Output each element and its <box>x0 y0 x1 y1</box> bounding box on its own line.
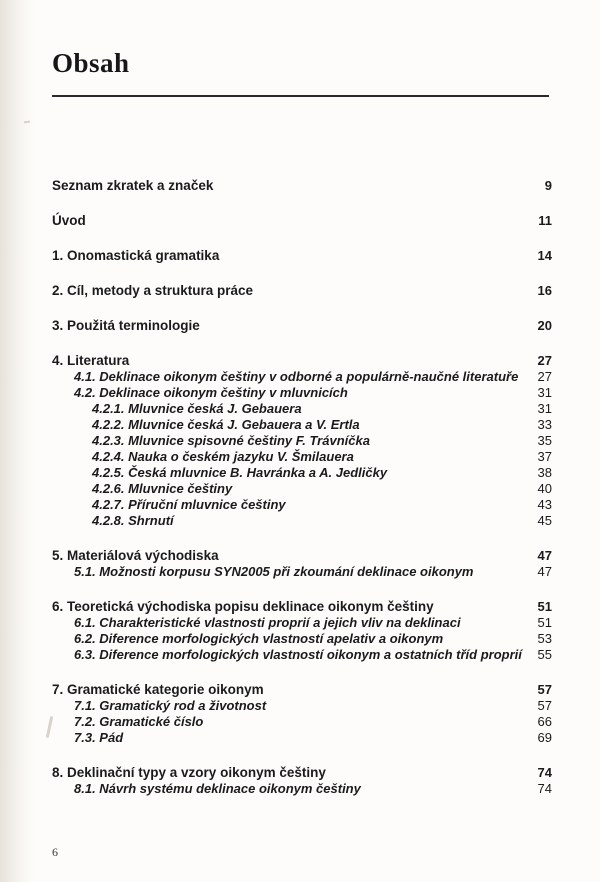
toc-entry[interactable] <box>52 449 552 464</box>
toc-entry-page-number: 47 <box>537 548 552 563</box>
toc-entry-label: 1. Onomastická gramatika <box>52 248 220 263</box>
toc-entry-label: Úvod <box>52 213 86 228</box>
toc-entry[interactable] <box>52 417 552 432</box>
title-divider <box>52 95 549 97</box>
toc-entry-label: 3. Použitá terminologie <box>52 318 200 333</box>
toc-entry[interactable] <box>52 369 552 384</box>
toc-entry[interactable] <box>52 283 552 298</box>
toc-entry[interactable] <box>52 465 552 480</box>
toc-entry[interactable] <box>52 248 552 263</box>
toc-entry[interactable] <box>52 599 552 614</box>
toc-entry[interactable] <box>52 353 552 368</box>
toc-entry[interactable] <box>52 781 552 796</box>
toc-entry-page-number: 51 <box>537 615 552 630</box>
scan-artifact-mark <box>24 121 30 124</box>
toc-entry[interactable] <box>52 730 552 745</box>
toc-entry-page-number: 51 <box>537 599 552 614</box>
toc-entry-page-number: 66 <box>537 714 552 729</box>
toc-entry[interactable] <box>52 615 552 630</box>
toc-entry[interactable] <box>52 564 552 579</box>
toc-entry-label: 4.2.6. Mluvnice češtiny <box>92 481 233 496</box>
toc-entry-label: 6.1. Charakteristické vlastnosti proprií a jejich vliv na deklinaci <box>74 615 461 630</box>
toc-entry-label: 6. Teoretická východiska popisu deklinace oikonym češtiny <box>52 599 434 614</box>
toc-entry-label: Seznam zkratek a značek <box>52 178 214 193</box>
toc-entry-page-number: 57 <box>537 698 552 713</box>
toc-entry-label: 4.2. Deklinace oikonym češtiny v mluvnicích <box>74 385 348 400</box>
toc-entry-page-number: 74 <box>537 765 552 780</box>
toc-entry-page-number: 74 <box>537 781 552 796</box>
toc-entry-page-number: 33 <box>537 417 552 432</box>
toc-entry[interactable] <box>52 513 552 528</box>
toc-entry[interactable] <box>52 698 552 713</box>
toc-entry[interactable] <box>52 433 552 448</box>
toc-entry-label: 6.3. Diference morfologických vlastností oikonym a ostatních tříd proprií <box>74 647 522 662</box>
toc-entry-label: 4.2.1. Mluvnice česká J. Gebauera <box>92 401 302 416</box>
toc-entry[interactable] <box>52 481 552 496</box>
toc-entry-page-number: 69 <box>537 730 552 745</box>
toc-entry[interactable] <box>52 714 552 729</box>
toc-entry-page-number: 45 <box>537 513 552 528</box>
table-of-contents <box>52 178 552 797</box>
toc-entry[interactable] <box>52 497 552 512</box>
toc-entry-label: 4.1. Deklinace oikonym češtiny v odborné a populárně-naučné literatuře <box>74 369 519 384</box>
toc-entry[interactable] <box>52 548 552 563</box>
toc-entry-page-number: 11 <box>538 213 552 228</box>
toc-entry-page-number: 53 <box>537 631 552 646</box>
toc-entry-label: 6.2. Diference morfologických vlastností apelativ a oikonym <box>74 631 444 646</box>
toc-entry-label: 2. Cíl, metody a struktura práce <box>52 283 254 298</box>
toc-entry-label: 7.3. Pád <box>74 730 124 745</box>
toc-entry-page-number: 43 <box>537 497 552 512</box>
toc-entry-label: 7.2. Gramatické číslo <box>74 714 204 729</box>
toc-entry-label: 5.1. Možnosti korpusu SYN2005 při zkoumání deklinace oikonym <box>74 564 474 579</box>
toc-entry[interactable] <box>52 385 552 400</box>
toc-entry-page-number: 16 <box>537 283 552 298</box>
toc-entry-page-number: 9 <box>544 178 552 193</box>
toc-entry[interactable] <box>52 631 552 646</box>
toc-entry-label: 4.2.4. Nauka o českém jazyku V. Šmilauera <box>92 449 354 464</box>
toc-entry-label: 8. Deklinační typy a vzory oikonym češtiny <box>52 765 326 780</box>
toc-entry[interactable] <box>52 401 552 416</box>
toc-entry-page-number: 47 <box>537 564 552 579</box>
toc-entry-label: 4.2.2. Mluvnice česká J. Gebauera a V. Ertla <box>92 417 360 432</box>
toc-entry-label: 7. Gramatické kategorie oikonym <box>52 682 264 697</box>
toc-entry-label: 8.1. Návrh systému deklinace oikonym češtiny <box>74 781 361 796</box>
toc-entry-label: 4.2.3. Mluvnice spisovné češtiny F. Trávníčka <box>92 433 370 448</box>
toc-entry-page-number: 55 <box>537 647 552 662</box>
toc-entry-page-number: 31 <box>537 401 552 416</box>
toc-entry-label: 4.2.7. Příruční mluvnice češtiny <box>92 497 286 512</box>
toc-entry-label: 5. Materiálová východiska <box>52 548 219 563</box>
toc-entry-page-number: 38 <box>537 465 552 480</box>
toc-entry-page-number: 40 <box>537 481 552 496</box>
toc-entry-page-number: 31 <box>537 385 552 400</box>
toc-entry[interactable] <box>52 318 552 333</box>
toc-entry[interactable] <box>52 647 552 662</box>
page-title: Obsah <box>52 48 130 78</box>
toc-entry[interactable] <box>52 682 552 697</box>
toc-entry[interactable] <box>52 765 552 780</box>
toc-entry-page-number: 35 <box>537 433 552 448</box>
toc-entry-label: 4.2.5. Česká mluvnice B. Havránka a A. Jedličky <box>92 465 388 480</box>
toc-entry-label: 4. Literatura <box>52 353 130 368</box>
toc-entry-page-number: 14 <box>537 248 552 263</box>
toc-entry[interactable] <box>52 213 552 228</box>
toc-entry-page-number: 57 <box>537 682 552 697</box>
toc-entry-page-number: 27 <box>537 353 552 368</box>
page-folio-number: 6 <box>52 845 58 859</box>
toc-entry-page-number: 37 <box>537 449 552 464</box>
toc-entry-label: 4.2.8. Shrnutí <box>92 513 174 528</box>
toc-entry-page-number: 20 <box>537 318 552 333</box>
toc-entry-page-number: 27 <box>537 369 552 384</box>
toc-entry[interactable] <box>52 178 552 193</box>
toc-entry-label: 7.1. Gramatický rod a životnost <box>74 698 267 713</box>
